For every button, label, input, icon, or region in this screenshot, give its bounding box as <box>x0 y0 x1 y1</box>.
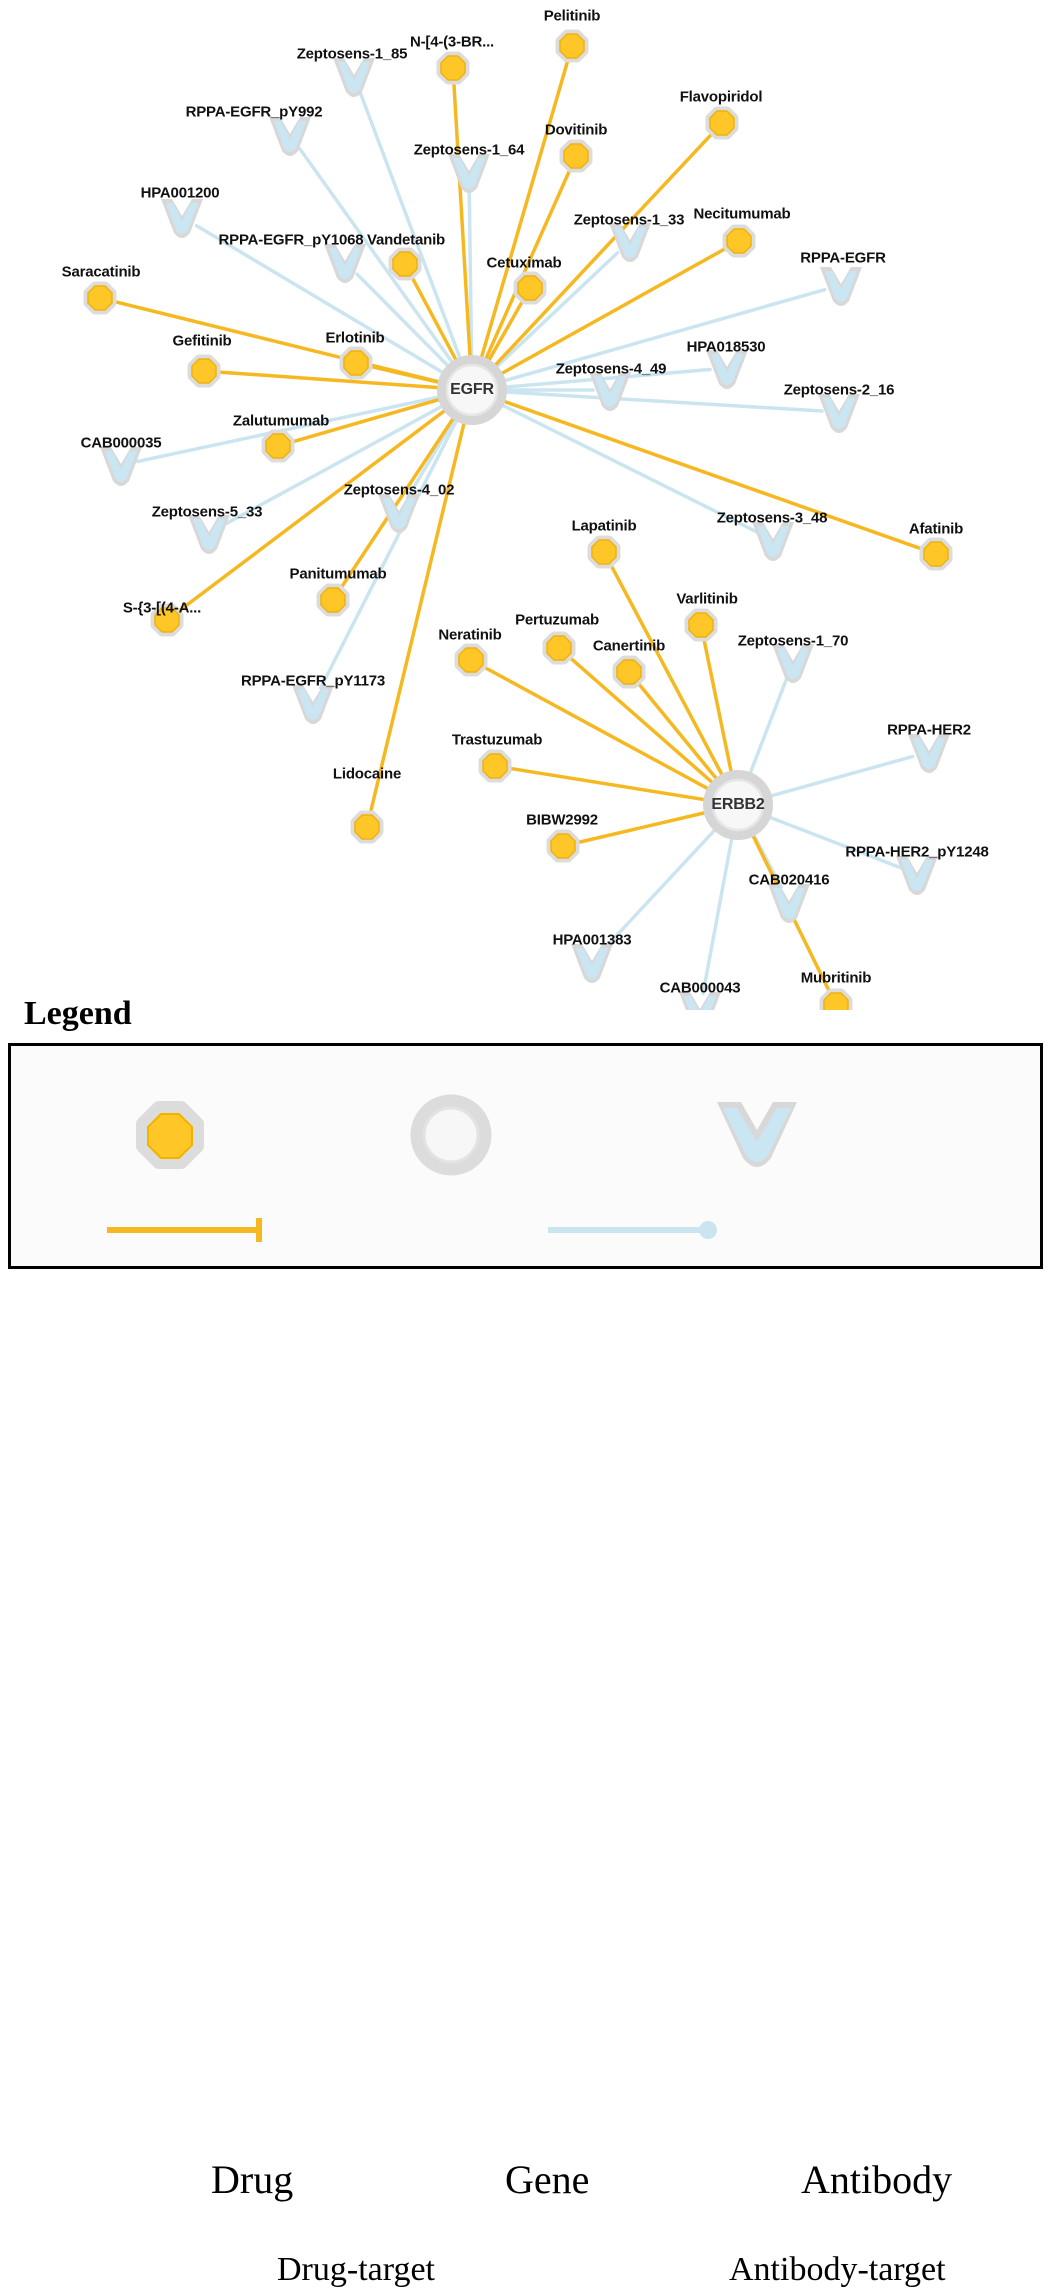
drug-node-core <box>266 434 290 458</box>
drug-target-edge <box>342 413 456 585</box>
drug-target-edge <box>454 85 470 362</box>
antibody-target-edge <box>703 833 733 994</box>
drug-node[interactable] <box>689 613 713 637</box>
network-diagram <box>0 0 1059 1010</box>
drug-node-core <box>355 815 379 839</box>
drug-node-label: Afatinib <box>908 520 964 538</box>
antibody-node-label: RPPA-HER2_pY1248 <box>845 843 989 861</box>
antibody-target-edge <box>321 415 460 688</box>
drug-node-core <box>88 286 112 310</box>
antibody-node-label: RPPA-HER2 <box>887 721 971 739</box>
drug-node-label: Panitumumab <box>289 565 387 583</box>
antibody-node[interactable] <box>333 58 375 97</box>
antibody-node[interactable] <box>269 117 311 156</box>
drug-node-core <box>824 993 848 1010</box>
legend-drug-label: Drug <box>211 2157 294 2202</box>
antibody-node-label: CAB020416 <box>748 871 830 889</box>
drug-node-core <box>393 252 417 276</box>
drug-target-edge <box>498 399 920 548</box>
antibody-node[interactable] <box>820 267 862 306</box>
drug-target-edge <box>373 367 445 384</box>
antibody-node-label: Zeptosens-1_64 <box>413 141 525 159</box>
drug-node-core <box>344 351 368 375</box>
drug-node[interactable] <box>88 286 112 310</box>
drug-node-core <box>689 613 713 637</box>
legend-drug-target-edge <box>107 1218 259 1242</box>
drug-node-core <box>564 144 588 168</box>
drug-node-core <box>551 834 575 858</box>
antibody-node-label: Zeptosens-2_16 <box>783 381 895 399</box>
drug-node-label: Saracatinib <box>61 263 141 281</box>
drug-node[interactable] <box>459 648 483 672</box>
drug-node-label: N-[4-(3-BR... <box>409 33 495 51</box>
drug-node[interactable] <box>824 993 848 1010</box>
antibody-target-edge <box>748 678 787 779</box>
antibody-node-label: HPA001200 <box>140 184 220 202</box>
drug-node[interactable] <box>344 351 368 375</box>
drug-node[interactable] <box>483 754 507 778</box>
drug-node-core <box>483 754 507 778</box>
antibody-node[interactable] <box>752 522 794 561</box>
drug-node[interactable] <box>560 34 584 58</box>
antibody-node[interactable] <box>161 199 203 238</box>
legend-drug-target-label: Drug-target <box>277 2251 435 2288</box>
antibody-target-edge <box>500 392 822 411</box>
drug-node-label: Erlotinib <box>325 329 385 347</box>
legend-gene-icon <box>417 1101 485 1169</box>
antibody-node-label: CAB000043 <box>659 979 741 997</box>
drug-node-label: Lidocaine <box>332 765 402 783</box>
drug-node-label: Canertinib <box>592 637 666 655</box>
drug-node[interactable] <box>266 434 290 458</box>
antibody-node[interactable] <box>100 447 142 486</box>
drug-target-edge <box>580 811 711 842</box>
legend-graphics <box>11 1046 1040 1266</box>
drug-node-core <box>518 276 542 300</box>
antibody-target-edge <box>765 757 913 798</box>
antibody-node-label: RPPA-EGFR_pY992 <box>185 103 323 121</box>
antibody-node-label: RPPA-EGFR_pY1173 <box>240 672 386 690</box>
antibody-node-label: RPPA-EGFR <box>800 249 886 267</box>
antibody-node[interactable] <box>706 350 748 389</box>
antibody-node[interactable] <box>772 644 814 683</box>
drug-node-core <box>924 542 948 566</box>
drug-node-label: Trastuzumab <box>451 731 543 749</box>
legend-gene-label: Gene <box>505 2157 590 2202</box>
antibody-node-label: Zeptosens-1_33 <box>573 211 685 229</box>
drug-node-label: Flavopiridol <box>679 88 763 106</box>
antibody-target-edge <box>360 92 462 364</box>
drug-node-label: Mubritinib <box>800 969 872 987</box>
drug-node[interactable] <box>924 542 948 566</box>
drug-node-core <box>321 588 345 612</box>
drug-node-label: Vandetanib <box>366 231 446 249</box>
antibody-node-label: Zeptosens-4_49 <box>555 360 667 378</box>
gene-node-label: ERBB2 <box>711 796 765 813</box>
edge-layer <box>117 62 920 993</box>
drug-node[interactable] <box>441 56 465 80</box>
legend-antibody-target-label: Antibody-target <box>729 2251 946 2288</box>
drug-node-label: Pertuzumab <box>515 611 599 629</box>
drug-node[interactable] <box>564 144 588 168</box>
drug-node-core <box>727 229 751 253</box>
antibody-node[interactable] <box>448 154 490 193</box>
legend-box <box>8 1043 1043 2288</box>
drug-node[interactable] <box>592 540 616 564</box>
antibody-node-label: HPA001383 <box>552 931 632 949</box>
drug-node-label: Gefitinib <box>172 332 232 350</box>
antibody-node-core <box>684 996 716 1010</box>
antibody-node-label: RPPA-EGFR_pY1068 <box>218 231 364 249</box>
drug-node-label: Zalutumumab <box>232 412 330 430</box>
drug-node-label: Dovitinib <box>544 121 608 139</box>
legend-drug-icon <box>143 1108 197 1162</box>
drug-target-edge <box>486 668 713 792</box>
antibody-node-label: Zeptosens-5_33 <box>151 503 263 521</box>
drug-node[interactable] <box>355 815 379 839</box>
drug-node-core <box>617 660 641 684</box>
drug-node[interactable] <box>547 636 571 660</box>
drug-node-label: Varlitinib <box>676 590 738 608</box>
legend-antibody-label: Antibody <box>801 2157 953 2202</box>
drug-node-label: S-{3-[(4-A... <box>122 599 202 617</box>
drug-node-core <box>459 648 483 672</box>
drug-node-label: Lapatinib <box>571 517 637 535</box>
drug-node-label: Neratinib <box>438 626 502 644</box>
antibody-node-label: Zeptosens-1_85 <box>296 45 408 63</box>
drug-node-core <box>192 359 216 383</box>
drug-target-edge <box>491 135 710 369</box>
drug-node[interactable] <box>617 660 641 684</box>
antibody-node[interactable] <box>818 394 860 433</box>
drug-target-edge <box>371 417 465 810</box>
drug-node-core <box>547 636 571 660</box>
antibody-node[interactable] <box>908 734 950 773</box>
drug-node-label: Pelitinib <box>543 7 601 25</box>
legend-antibody-target-edge <box>548 1221 717 1239</box>
legend-title: Legend <box>24 995 132 1032</box>
antibody-node-label: HPA018530 <box>686 338 766 356</box>
drug-node-core <box>441 56 465 80</box>
drug-node-label: Cetuximab <box>486 254 562 272</box>
antibody-node[interactable] <box>896 856 938 895</box>
gene-node-label: EGFR <box>450 381 494 398</box>
drug-node-core <box>592 540 616 564</box>
drug-node-core <box>560 34 584 58</box>
antibody-node-label: CAB000035 <box>80 434 162 452</box>
drug-node[interactable] <box>192 359 216 383</box>
antibody-node-label: Zeptosens-1_70 <box>737 632 849 650</box>
antibody-node[interactable] <box>571 944 613 983</box>
legend-antibody-icon <box>717 1102 797 1167</box>
drug-node-label: BIBW2992 <box>526 811 598 829</box>
drug-target-edge <box>704 642 732 778</box>
antibody-node[interactable] <box>188 515 230 554</box>
antibody-node[interactable] <box>768 884 810 923</box>
drug-node[interactable] <box>551 834 575 858</box>
drug-node[interactable] <box>321 588 345 612</box>
antibody-node[interactable] <box>292 685 334 724</box>
drug-node[interactable] <box>727 229 751 253</box>
drug-target-edge <box>640 685 720 783</box>
drug-node-core <box>710 111 734 135</box>
antibody-node-label: Zeptosens-3_48 <box>716 509 828 527</box>
drug-target-edge <box>480 62 567 363</box>
drug-node[interactable] <box>393 252 417 276</box>
drug-node[interactable] <box>518 276 542 300</box>
drug-node[interactable] <box>710 111 734 135</box>
drug-node-label: Necitumumab <box>693 205 791 223</box>
antibody-node-label: Zeptosens-4_02 <box>343 481 455 499</box>
